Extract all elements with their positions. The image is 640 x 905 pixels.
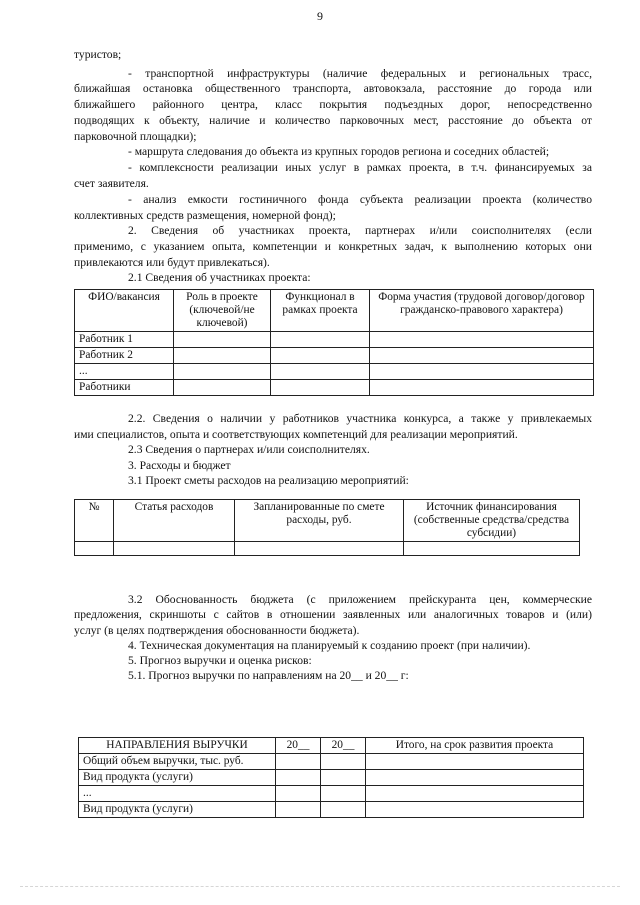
text-line: 2.3 Сведения о партнерах и/или соисполнителях. (128, 443, 370, 456)
text-line: предложения, скриншоты с сайтов в отношении заявленных или аналогичных товаров и (или) (74, 608, 592, 621)
text-line: услуг (в целях подтверждения обоснованности бюджета). (74, 624, 360, 637)
text-line: ближайшая остановка общественного транспорта, автовокзала, расстояние до города или (74, 82, 592, 95)
row-label: Работники (75, 380, 174, 396)
text-line: применимо, с указанием опыта, компетенции и конкретных задач, к выполнению которых они (74, 240, 592, 253)
text-line: счет заявителя. (74, 177, 149, 190)
text-line: 3. Расходы и бюджет (128, 459, 231, 472)
table-row (75, 542, 580, 556)
text-line: коллективных средств размещения, номерной фонд); (74, 209, 336, 222)
text-line: 2. Сведения об участниках проекта, партнерах и/или соисполнителях (если (128, 224, 592, 237)
participants-table (74, 289, 594, 396)
table-row (75, 380, 594, 396)
scan-artifact-line (20, 886, 620, 890)
row-label: Работник 1 (75, 332, 174, 348)
budget-table (74, 499, 580, 556)
column-header: НАПРАВЛЕНИЯ ВЫРУЧКИ (79, 738, 276, 754)
column-header: Источник финансирования (собственные средства/средства субсидии) (404, 500, 580, 542)
column-header: Запланированные по смете расходы, руб. (235, 500, 404, 542)
text-line: - анализ емкости гостиничного фонда субъекта реализации проекта (количество (128, 193, 592, 206)
row-label: Общий объем выручки, тыс. руб. (79, 754, 276, 770)
row-label: Работник 2 (75, 348, 174, 364)
table-row (79, 802, 584, 818)
column-header: 20__ (321, 738, 366, 754)
column-header: Роль в проекте (ключевой/не ключевой) (174, 290, 271, 332)
table-row (75, 364, 594, 380)
text-line: подводящих к объекту, наличие и количество парковочных мест, расстояние до объекта от (74, 114, 592, 127)
section-heading: 2.1 Сведения об участниках проекта: (128, 271, 311, 284)
column-header: Функционал в рамках проекта (271, 290, 370, 332)
column-header: 20__ (276, 738, 321, 754)
row-label: Вид продукта (услуги) (79, 770, 276, 786)
text-line: парковочной площадки); (74, 130, 197, 143)
column-header: Форма участия (трудовой договор/договор гражданско-правового характера) (370, 290, 594, 332)
text-line: 4. Техническая документация на планируемый к созданию проект (при наличии). (128, 639, 531, 652)
text-line: привлекаются или будут привлекаться). (74, 256, 270, 269)
row-label: Вид продукта (услуги) (79, 802, 276, 818)
section-heading: 3.1 Проект сметы расходов на реализацию мероприятий: (128, 474, 409, 487)
table-row (79, 786, 584, 802)
column-header: Итого, на срок развития проекта (366, 738, 584, 754)
column-header: Статья расходов (114, 500, 235, 542)
column-header: ФИО/вакансия (75, 290, 174, 332)
section-heading: 5.1. Прогноз выручки по направлениям на 20__ и 20__ г: (128, 669, 409, 682)
revenue-forecast-table (78, 737, 584, 818)
text-line: 5. Прогноз выручки и оценка рисков: (128, 654, 312, 667)
table-row (79, 754, 584, 770)
text-line: - маршрута следования до объекта из крупных городов региона и соседних областей; (128, 145, 550, 158)
column-header: № (75, 500, 114, 542)
text-line: туристов; (74, 48, 122, 61)
page-number: 9 (317, 9, 323, 23)
text-line: - транспортной инфраструктуры (наличие федеральных и региональных трасс, (128, 67, 592, 80)
text-line: 3.2 Обоснованность бюджета (с приложением прейскуранта цен, коммерческие (128, 593, 592, 606)
table-row (75, 332, 594, 348)
row-label: ... (75, 364, 174, 380)
table-row (79, 770, 584, 786)
text-line: ими специалистов, опыта и соответствующих компетенций для реализации мероприятий. (74, 428, 518, 441)
row-label: ... (79, 786, 276, 802)
table-row (75, 348, 594, 364)
text-line: 2.2. Сведения о наличии у работников участника конкурса, а также у привлекаемых (128, 412, 592, 425)
text-line: ближайшего районного центра, класс покрытия подъездных дорог, непосредственно (74, 98, 592, 111)
text-line: - комплексности реализации иных услуг в рамках проекта, в т.ч. финансируемых за (128, 161, 592, 174)
